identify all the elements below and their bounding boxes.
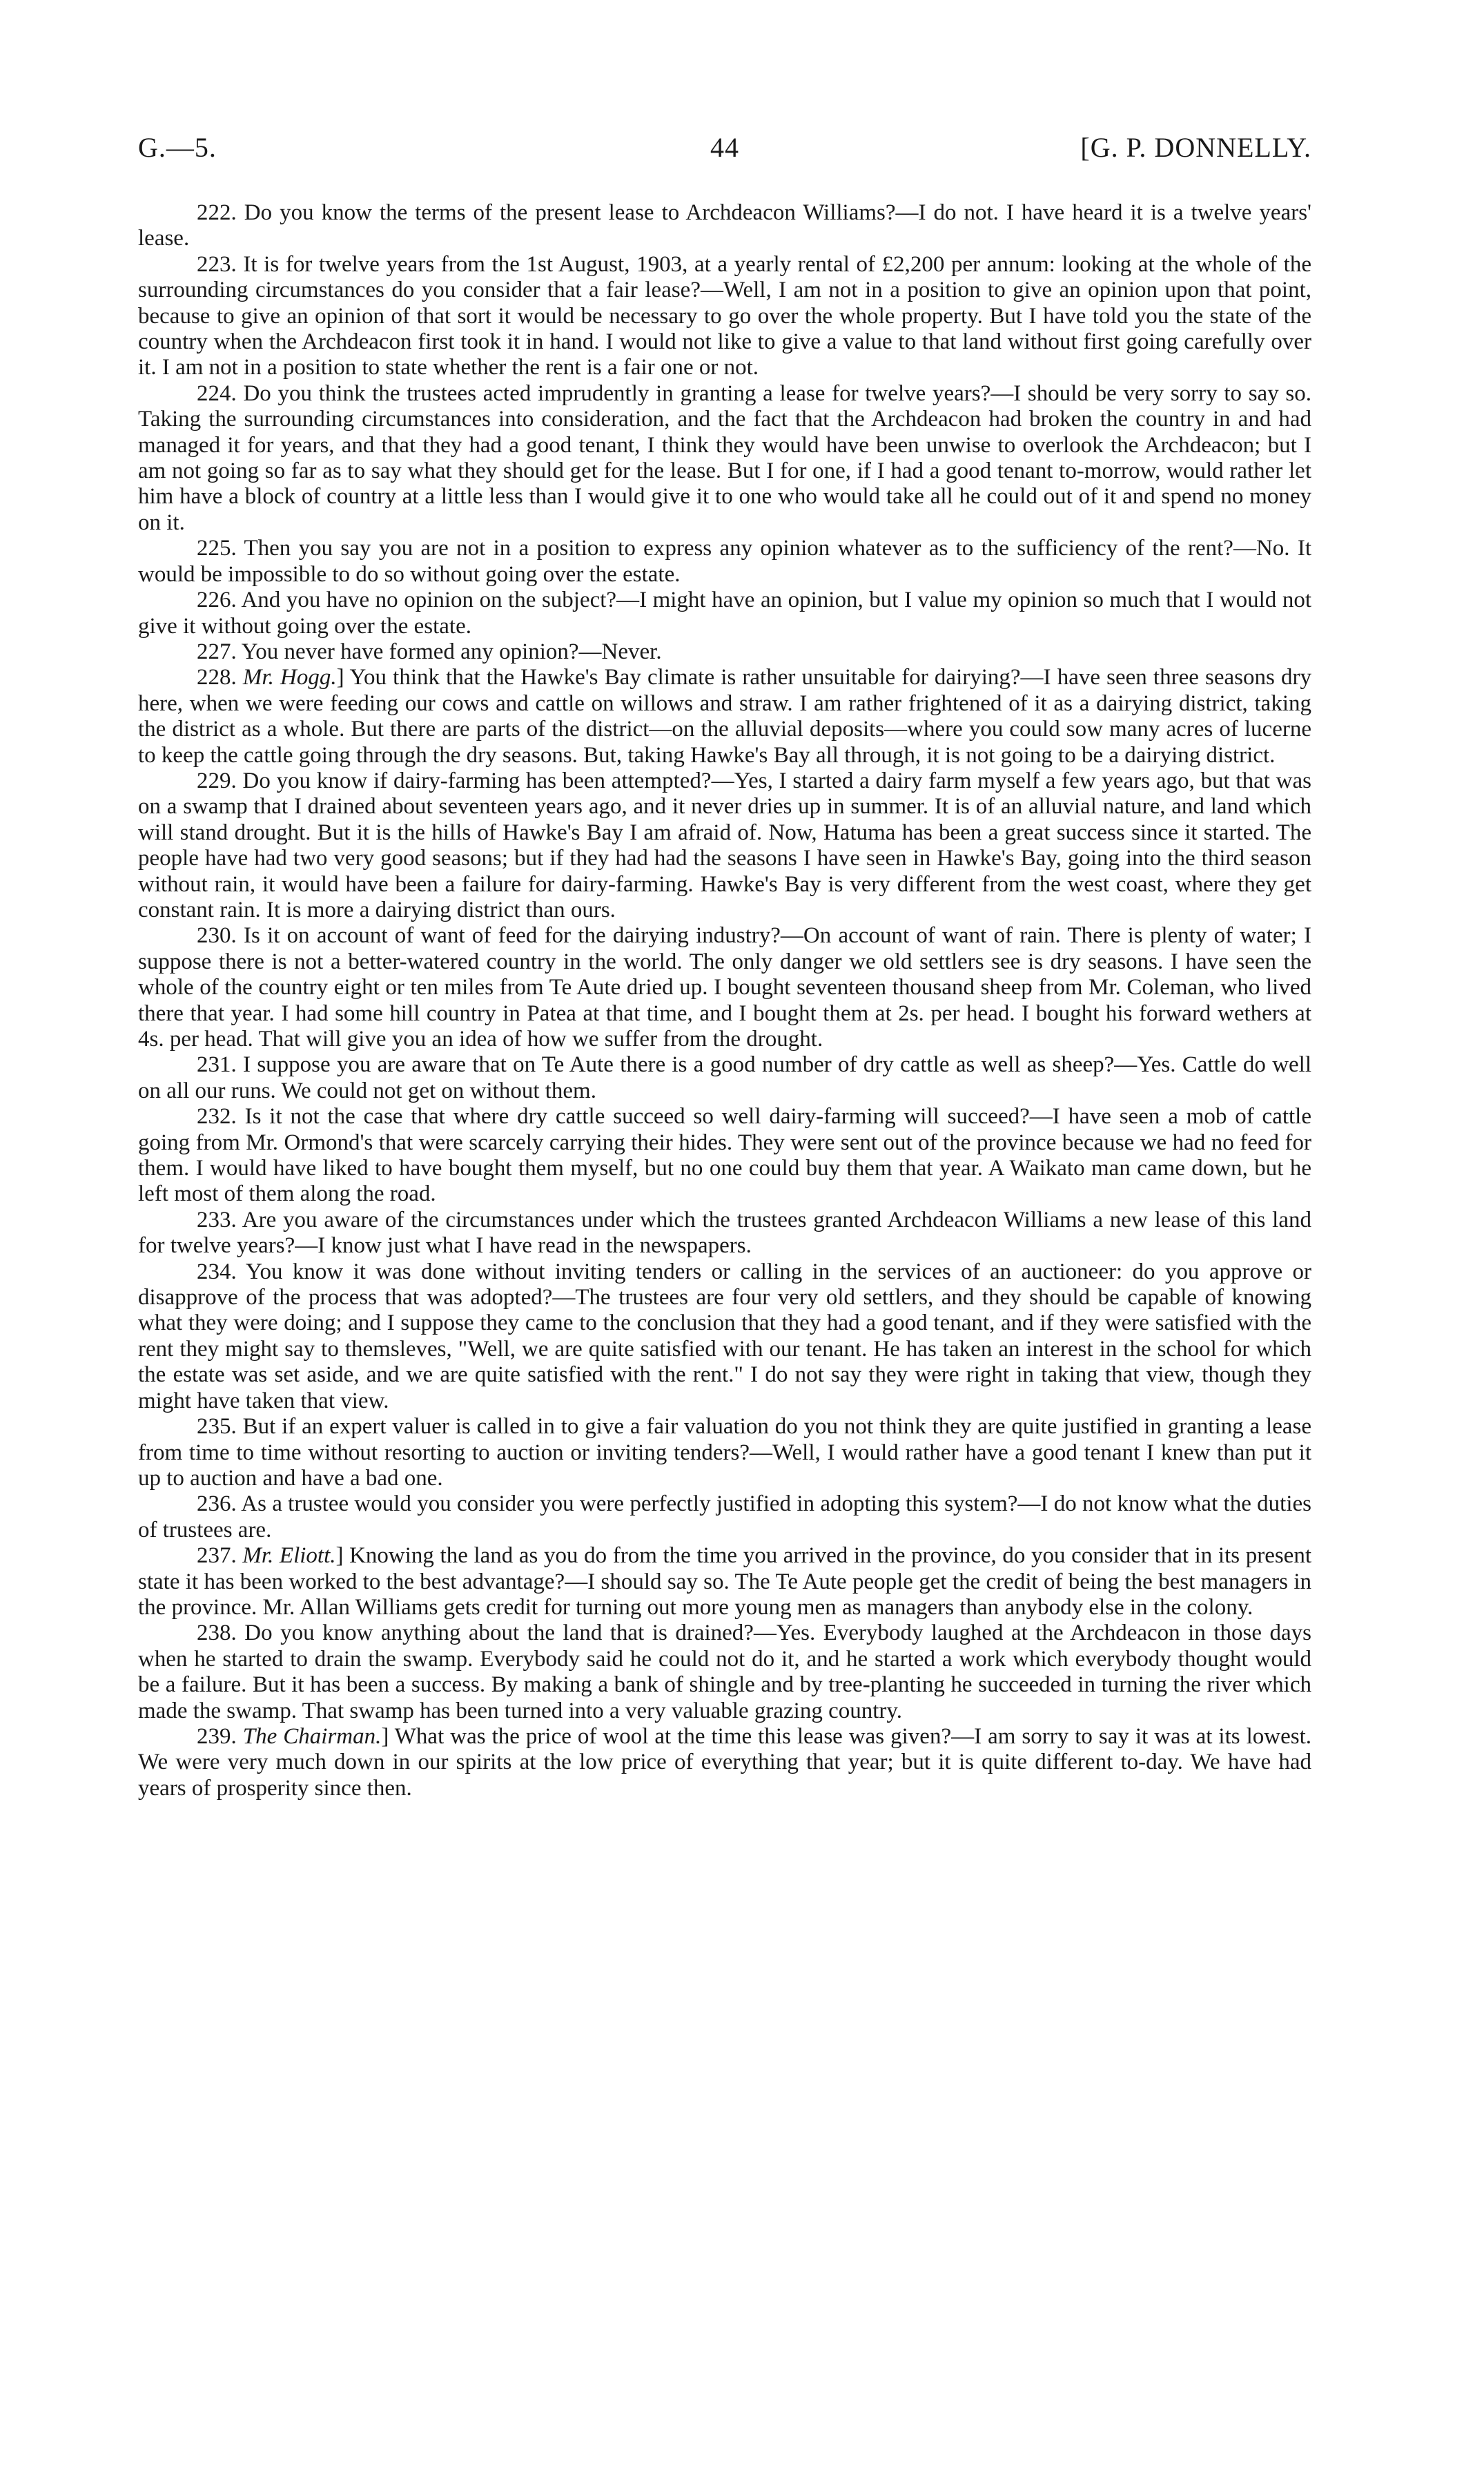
question-paragraph bbox=[138, 252, 1311, 381]
question-paragraph bbox=[138, 768, 1311, 923]
question-paragraph bbox=[138, 1620, 1311, 1724]
question-number: 229. bbox=[197, 768, 237, 793]
question-paragraph bbox=[138, 665, 1311, 768]
question-paragraph bbox=[138, 588, 1311, 639]
page-number: 44 bbox=[710, 132, 739, 163]
paper-reference: G.—5. bbox=[138, 132, 217, 163]
question-number: 233. bbox=[197, 1207, 237, 1232]
speaker-name: The Chairman. bbox=[242, 1723, 382, 1749]
question-paragraph bbox=[138, 536, 1311, 588]
page-header bbox=[138, 131, 1311, 173]
question-number: 223. bbox=[197, 251, 237, 277]
question-paragraph bbox=[138, 1104, 1311, 1208]
question-text: Do you know anything about the land that is drained?—Yes. Everybody laughed at the Archdeacon in those days when he started to drain the swamp. Everybody said he could not do it, and he started a work which everybody thought would be a failure. But it has been a success. By making a bank of shingle and by tree-planting he succeeded in turning the river which made the swamp. That swamp has been turned into a very valuable grazing country. bbox=[138, 1620, 1311, 1723]
question-paragraph bbox=[138, 1543, 1311, 1620]
question-number: 225. bbox=[197, 536, 237, 561]
question-text: Do you know the terms of the present lease to Archdeacon Williams?—I do not. I have heard it is a twelve years' lease. bbox=[138, 200, 1312, 251]
question-text: Is it on account of want of feed for the dairying industry?—On account of want of rain. There is plenty of water; I suppose there is not a better-watered country in the world. The only danger we old settlers see is dry seasons. I have seen the whole of the country eight or ten miles from Te Aute dried up. I bought seventeen thousand sheep from Mr. Coleman, who lived there that year. I had some hill country in Patea at that time, and I bought them at 2s. per head. I bought his forward wethers at 4s. per head. That will give you an idea of how we suffer from the drought. bbox=[138, 923, 1311, 1052]
question-text: As a trustee would you consider you were perfectly justified in adopting this system?—I do not know what the duties of trustees are. bbox=[138, 1491, 1311, 1542]
question-text: Is it not the case that where dry cattle succeed so well dairy-farming will succeed?—I have seen a mob of cattle going from Mr. Ormond's that were scarcely carrying their hides. They were sent out of the province because we had no feed for them. I would have liked to have bought them myself, but no one could buy them that year. A Waikato man came down, but he left most of them along the road. bbox=[138, 1104, 1312, 1207]
speaker-name: Mr. Eliott. bbox=[242, 1543, 336, 1569]
question-number: 226. bbox=[197, 588, 237, 613]
question-number: 232. bbox=[197, 1104, 237, 1130]
question-number: 234. bbox=[197, 1259, 237, 1284]
question-paragraph bbox=[138, 1414, 1311, 1491]
question-paragraph bbox=[138, 923, 1311, 1052]
witness-name: [G. P. DONNELLY. bbox=[1080, 132, 1311, 163]
question-paragraph bbox=[138, 639, 1311, 665]
document-page bbox=[138, 131, 1311, 1801]
question-text: You know it was done without inviting tenders or calling in the services of an auctioneer: do you approve or disapprove of the process that was adopted?—The trustees are four very old settlers, and they should be capable of knowing what they were doing; and I suppose they came to the conclusion that they had a good tenant, and if they were satisfied with the rent they might say to themsleves, "Well, we are quite satisfied with our tenant. He has taken an interest in the school for which the estate was set aside, and we are quite satisfied with the rent." I do not say they were right in taking that view, though they might have taken that view. bbox=[138, 1259, 1311, 1413]
question-number: 237. bbox=[197, 1543, 237, 1569]
question-text: You never have formed any opinion?—Never. bbox=[241, 639, 662, 664]
speaker-name: Mr. Hogg. bbox=[242, 665, 337, 690]
question-text: Do you know if dairy-farming has been attempted?—Yes, I started a dairy farm myself a few years ago, but that was on a swamp that I drained about seventeen years ago, and it never dries up in summer. It is of an alluvial nature, and land which will stand drought. But it is the hills of Hawke's Bay I am afraid of. Now, Hatuma has been a great success since it started. The people have had two very good seasons; but if they had had the seasons I have seen in Hawke's Bay, going into the third season without rain, it would have been a failure for dairy-farming. Hawke's Bay is very different from the west coast, where they get constant rain. It is more a dairying district than ours. bbox=[138, 768, 1312, 922]
question-number: 235. bbox=[197, 1414, 237, 1440]
question-text: ] You think that the Hawke's Bay climate is rather unsuitable for dairying?—I have seen three seasons dry here, when we were feeding our cows and cattle on willows and straw. I am rather frightened of it as a dairying district, taking the district as a whole. But there are parts of the district—on the alluvial deposits—where you could sow many acres of lucerne to keep the cattle going through the dry seasons. But, taking Hawke's Bay all through, it is not going to be a dairying district. bbox=[138, 665, 1311, 768]
question-number: 227. bbox=[197, 639, 237, 664]
question-paragraph bbox=[138, 1724, 1311, 1801]
question-number: 239. bbox=[197, 1723, 237, 1749]
question-text: ] Knowing the land as you do from the time you arrived in the province, do you consider that in its present state it has been worked to the best advantage?—I should say so. The Te Aute people get the credit of being the best managers in the province. Mr. Allan Williams gets credit for turning out more young men as managers than anybody else in the colony. bbox=[138, 1543, 1311, 1620]
question-text: It is for twelve years from the 1st August, 1903, at a yearly rental of £2,200 per annum: looking at the whole of the surrounding circumstances do you consider that a fair lease?—Well, I am not in a position to give an opinion upon that point, because to give an opinion of that sort it would be necessary to go over the whole property. But I have told you the state of the country when the Archdeacon first took it in hand. I would not like to give a value to that land without first going carefully over it. I am not in a position to state whether the rent is a fair one or not. bbox=[138, 251, 1312, 380]
question-text: Then you say you are not in a position to express any opinion whatever as to the sufficiency of the rent?—No. It would be impossible to do so without going over the estate. bbox=[138, 536, 1311, 587]
question-paragraph bbox=[138, 1052, 1311, 1104]
question-text: ] What was the price of wool at the time this lease was given?—I am sorry to say it was at its lowest. We were very much down in our spirits at the low price of everything that year; but it is quite different to-day. We have had years of prosperity since then. bbox=[138, 1723, 1312, 1801]
question-number: 228. bbox=[197, 665, 237, 690]
question-number: 238. bbox=[197, 1620, 237, 1646]
question-text: And you have no opinion on the subject?—I might have an opinion, but I value my opinion so much that I would not give it without going over the estate. bbox=[138, 588, 1311, 639]
question-text: Are you aware of the circumstances under which the trustees granted Archdeacon Williams a new lease of this land for twelve years?—I know just what I have read in the newspapers. bbox=[138, 1207, 1311, 1259]
evidence-body bbox=[138, 200, 1311, 1801]
question-number: 230. bbox=[197, 923, 237, 949]
question-number: 222. bbox=[197, 200, 237, 225]
question-paragraph bbox=[138, 1208, 1311, 1259]
question-text: Do you think the trustees acted imprudently in granting a lease for twelve years?—I should be very sorry to say so. Taking the surrounding circumstances into consideration, and the fact that the Archdeacon had broken the country in and had managed it for years, and that they had a good tenant, I think they would have been unwise to overlook the Archdeacon; but I am not going so far as to say what they should get for the lease. But I for one, if I had a good tenant to-morrow, would rather let him have a block of country at a little less than I would give it to one who would take all he could out of it and spend no money on it. bbox=[138, 380, 1312, 535]
question-paragraph bbox=[138, 200, 1311, 252]
question-text: I suppose you are aware that on Te Aute there is a good number of dry cattle as well as sheep?—Yes. Cattle do well on all our runs. We could not get on without them. bbox=[138, 1052, 1312, 1103]
question-paragraph bbox=[138, 381, 1311, 536]
question-paragraph bbox=[138, 1259, 1311, 1414]
question-text: But if an expert valuer is called in to give a fair valuation do you not think they are quite justified in granting a lease from time to time without resorting to auction or inviting tenders?—Well, I would rather have a good tenant I knew than put it up to auction and have a bad one. bbox=[138, 1414, 1311, 1491]
question-number: 236. bbox=[197, 1491, 237, 1517]
question-paragraph bbox=[138, 1491, 1311, 1543]
question-number: 231. bbox=[197, 1052, 237, 1078]
question-number: 224. bbox=[197, 380, 237, 406]
